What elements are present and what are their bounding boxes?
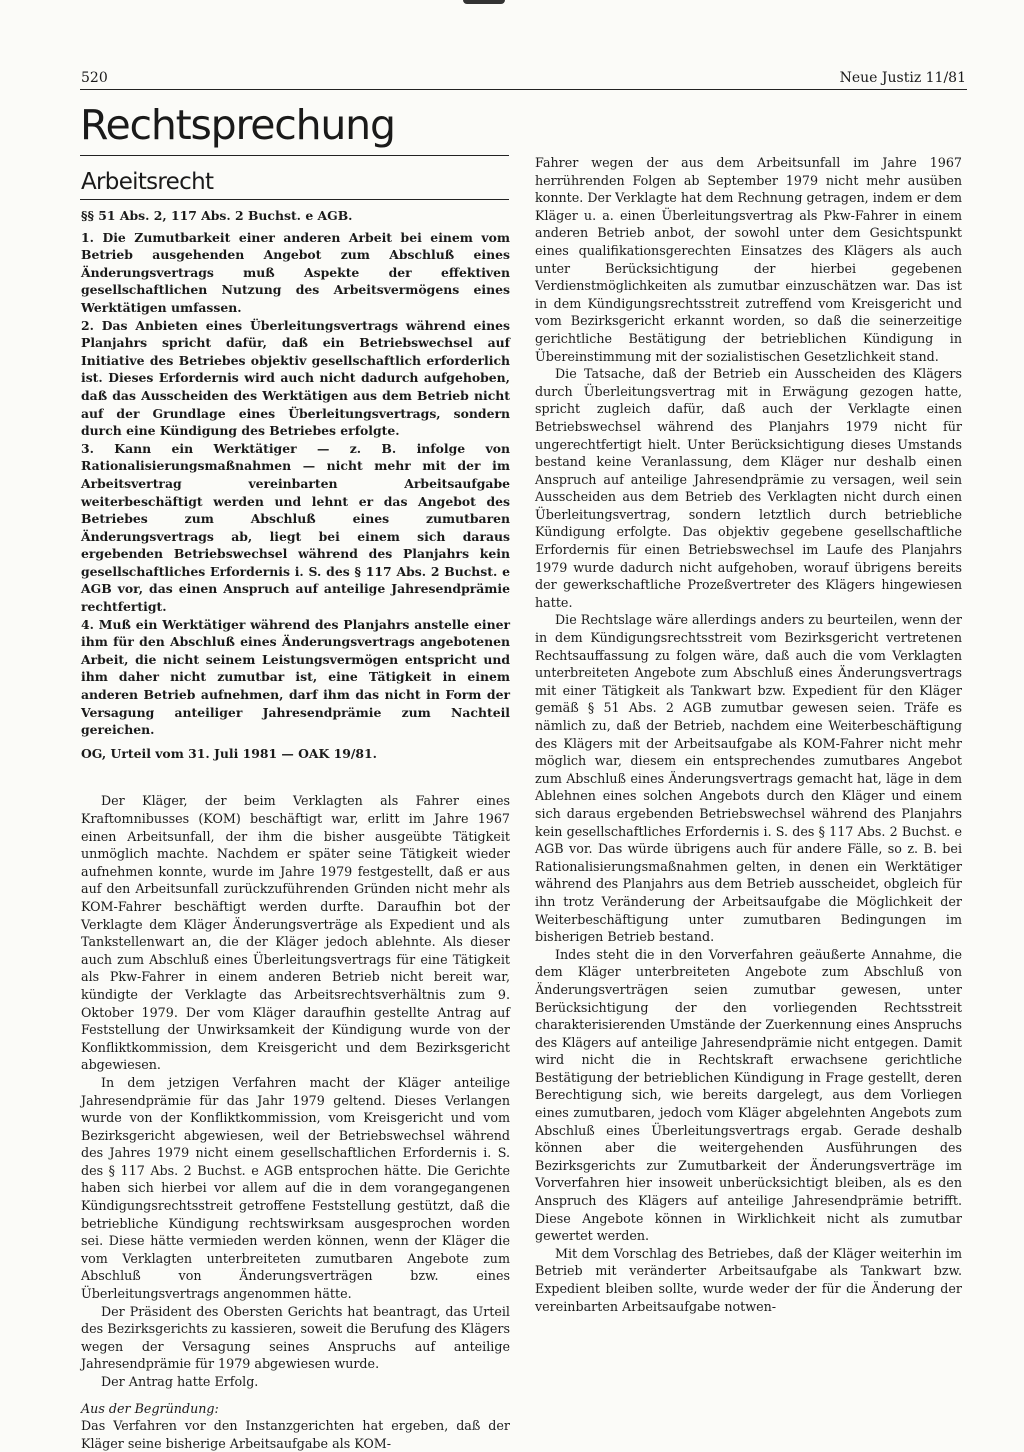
scan-edge-mark <box>463 0 505 4</box>
section-title: Rechtsprechung <box>80 101 395 149</box>
page-number: 520 <box>81 70 108 86</box>
reasons-heading: Aus der Begründung: <box>81 1400 219 1416</box>
body-paragraph: Mit dem Vorschlag des Betriebes, daß der Kläger weiterhin im Betrieb mit veränderter Arbeitsaufgabe als Tankwart bzw. Expedient bleiben sollte, wurde weder der für die Änderung der vereinbarten Arbeitsaufgabe notwen- <box>535 1245 962 1314</box>
reasons-paragraph: Das Verfahren vor den Instanzgerichten hat ergeben, daß der Kläger seine bisherige Arbeitsaufgabe als KOM- <box>81 1418 510 1451</box>
court-citation: OG, Urteil vom 31. Juli 1981 — OAK 19/81. <box>81 745 377 761</box>
body-paragraph: Indes steht die in den Vorverfahren geäußerte Annahme, die dem Kläger unterbreiteten Angebote zum Abschluß von Änderungsverträgen seien zumutbar gewesen, unter Berücksichtigung der den vorliegenden Rechtsstreit charakterisierenden Umstände der Zuerkennung eines Anspruchs des Klägers auf anteilige Jahresendprämie nicht entgegen. Damit wird nicht die in Rechtskraft erwachsene gerichtliche Bestätigung der betrieblichen Kündigung in Frage gestellt, deren Berechtigung sich, wie bereits dargelegt, aus dem Vorliegen eines zumutbaren, jedoch vom Kläger abgelehnten Angebots zum Abschluß eines Überleitungsvertrags ergab. Gerade deshalb können aber die weitergehenden Ausführungen des Bezirksgerichts zur Zumutbarkeit der Änderungsverträge im Vorverfahren hier insoweit unberücksichtigt bleiben, als es den Anspruch des Klägers auf anteilige Jahresendprämie betrifft. Diese Angebote können in Wirklichkeit nicht als zumutbar gewertet werden. <box>535 946 962 1244</box>
section-rule <box>80 155 509 156</box>
subsection-title: Arbeitsrecht <box>81 169 214 195</box>
right-column <box>535 154 962 1315</box>
left-column <box>81 207 510 1452</box>
body-paragraph: Der Antrag hatte Erfolg. <box>101 1374 259 1389</box>
body-paragraph: Der Kläger, der beim Verklagten als Fahrer eines Kraftomnibusses (KOM) beschäftigt war, erlitt im Jahre 1967 einen Arbeitsunfall, der ihm die bisher ausgeübte Tätigkeit unmöglich machte. Nachdem er später seine Tätigkeit wieder aufnehmen konnte, wurde im Jahre 1979 festgestellt, daß er aus auf den Arbeitsunfall zurückzuführenden Gründen nicht mehr als KOM-Fahrer beschäftigt werden durfte. Daraufhin bot der Verklagte dem Kläger Änderungsverträge als Expedient und als Tankstellenwart an, die der Kläger jedoch ablehnte. Als dieser auch zum Abschluß eines Überleitungsvertrags für eine Tätigkeit als Pkw-Fahrer in einem anderen Betrieb nicht bereit war, kündigte der Verklagte das Arbeitsrechtsverhältnis zum 9. Oktober 1979. Der vom Kläger daraufhin gestellte Antrag auf Feststellung der Unwirksamkeit der Kündigung wurde von der Konfliktkommission, dem Kreisgericht und dem Bezirksgericht abgewiesen. <box>81 793 510 1073</box>
headnote-3: 3. Kann ein Werktätiger — z. B. infolge von Rationalisierungsmaßnahmen — nicht mehr mit der im Arbeitsvertrag vereinbarten Arbeitsaufgabe weiterbeschäftigt werden und lehnt er das Angebot des Betriebes zum Abschluß eines zumutbaren Änderungsvertrags ab, liegt bei einem sich daraus ergebenden Betriebswechsel während des Planjahrs kein gesellschaftliches Erfordernis i. S. des § 117 Abs. 2 Buchst. e AGB vor, das einen Anspruch auf anteilige Jahresendprämie rechtfertigt. <box>81 440 510 615</box>
body-paragraph: Die Rechtslage wäre allerdings anders zu beurteilen, wenn der in dem Kündigungsrechtsstreit vom Bezirksgericht vertretenen Rechtsauffassung zu folgen wäre, daß auch die vom Verklagten unterbreiteten Angebote zum Abschluß eines Änderungsvertrags mit einer Tätigkeit als Tankwart bzw. Expedient für den Kläger gemäß § 51 Abs. 2 AGB zumutbar gewesen seien. Träfe es nämlich zu, daß der Betrieb, nachdem eine Weiterbeschäftigung des Klägers mit der Arbeitsaufgabe als KOM-Fahrer nicht mehr möglich war, diesem ein entsprechendes zumutbares Angebot zum Abschluß eines Änderungsvertrags gemacht hat, läge in dem Ablehnen eines solchen Angebots durch den Kläger und einem sich daraus ergebenden Betriebswechsel während des Planjahrs kein gesellschaftliches Erfordernis i. S. des § 117 Abs. 2 Buchst. e AGB vor. Das würde übrigens auch für andere Fälle, so z. B. bei Rationalisierungsmaßnahmen gelten, in denen ein Werktätiger während des Planjahrs aus dem Betrieb ausscheidet, obgleich für ihn trotz Veränderung der Arbeitsaufgabe die Möglichkeit der Weiterbeschäftigung unter zumutbaren Bedingungen im bisherigen Betrieb bestand. <box>535 612 962 945</box>
running-header <box>81 68 966 88</box>
body-paragraph: In dem jetzigen Verfahren macht der Kläger anteilige Jahresendprämie für das Jahr 1979 geltend. Dieses Verlangen wurde von der Konfliktkommission, vom Kreisgericht und vom Bezirksgericht abgewiesen, weil der Betriebswechsel während des Jahres 1979 nicht einem gesellschaftlichen Erfordernis i. S. des § 117 Abs. 2 Buchst. e AGB entsprochen hätte. Die Gerichte haben sich hierbei vor allem auf die in dem vorangegangenen Kündigungsrechtsstreit getroffene Feststellung gestützt, daß die betriebliche Kündigung rechtswirksam ausgesprochen worden sei. Diese hätte vermieden werden können, wenn der Kläger die vom Verklagten unterbreiteten zumutbaren Angebote zum Abschluß von Änderungsverträgen bzw. eines Überleitungsvertrags angenommen hätte. <box>81 1074 510 1302</box>
body-paragraph: Fahrer wegen der aus dem Arbeitsunfall im Jahre 1967 herrührenden Folgen ab September 1979 nicht mehr ausüben konnte. Der Verklagte hat dem Rechnung getragen, indem er dem Kläger u. a. einen Überleitungsvertrag als Pkw-Fahrer in einem anderen Betrieb anbot, der sowohl unter dem Gesichtspunkt eines qualifikationsgerechten Einsatzes des Klägers als auch unter Berücksichtigung der hierbei gegebenen Verdienstmöglichkeiten als zumutbar einzuschätzen war. Das ist in dem Kündigungsrechtsstreit zutreffend vom Kreisgericht und vom Bezirksgericht erkannt worden, so daß die seinerzeitige gerichtliche Bestätigung der betrieblichen Kündigung in Übereinstimmung mit der sozialistischen Gesetzlichkeit stand. <box>535 155 962 364</box>
case-facts <box>81 792 510 1452</box>
subsection-rule <box>80 199 509 200</box>
journal-issue: Neue Justiz 11/81 <box>839 70 966 86</box>
header-rule <box>80 89 967 90</box>
norm-reference: §§ 51 Abs. 2, 117 Abs. 2 Buchst. e AGB. <box>81 208 353 223</box>
body-paragraph: Die Tatsache, daß der Betrieb ein Ausscheiden des Klägers durch Überleitungsvertrag mit in Erwägung gezogen hatte, spricht zugleich dafür, daß auch der Verklagte einen Betriebswechsel während des Planjahrs 1979 nicht für ungerechtfertigt hielt. Unter Berücksichtigung dieses Umstands bestand keine Veranlassung, dem Kläger nur deshalb einen Anspruch auf anteilige Jahresendprämie zu versagen, weil sein Ausscheiden aus dem Betrieb des Verklagten nicht durch einen Überleitungsvertrag, sondern letztlich durch betriebliche Kündigung erfolgte. Das objektiv gegebene gesellschaftliche Erfordernis für einen Betriebswechsel im Laufe des Planjahrs 1979 wurde dadurch nicht aufgehoben, worauf übrigens bereits der gewerkschaftliche Prozeßvertreter des Klägers hingewiesen hatte. <box>535 366 962 610</box>
headnote-1: 1. Die Zumutbarkeit einer anderen Arbeit bei einem vom Betrieb ausgehenden Angebot zum Abschluß eines Änderungsvertrags muß Aspekte der effektiven gesellschaftlichen Nutzung des Arbeitsvermögens eines Werktätigen umfassen. <box>81 229 510 315</box>
body-paragraph: Der Präsident des Obersten Gerichts hat beantragt, das Urteil des Bezirksgerichts zu kassieren, soweit die Berufung des Klägers wegen der Versagung seines Anspruchs auf anteilige Jahresendprämie für 1979 abgewiesen wurde. <box>81 1303 510 1372</box>
headnote-block <box>81 207 510 762</box>
headnote-2: 2. Das Anbieten eines Überleitungsvertrags während eines Planjahrs spricht dafür, daß ein Betriebswechsel auf Initiative des Betriebes objektiv gesellschaftlich erforderlich ist. Dieses Erfordernis wird auch nicht dadurch aufgehoben, daß das Ausscheiden des Werktätigen aus dem Betrieb nicht auf der Grundlage eines Überleitungsvertrags, sondern durch eine Kündigung des Betriebes erfolgte. <box>81 317 510 439</box>
headnote-4: 4. Muß ein Werktätiger während des Planjahrs anstelle einer ihm für den Abschluß eines Änderungsvertrags angebotenen Arbeit, die nicht seinem Leistungsvermögen entspricht und ihm daher nicht zumutbar ist, eine Tätigkeit in einem anderen Betrieb aufnehmen, darf ihm das nicht in Form der Versagung anteiliger Jahresendprämie zum Nachteil gereichen. <box>81 616 510 738</box>
